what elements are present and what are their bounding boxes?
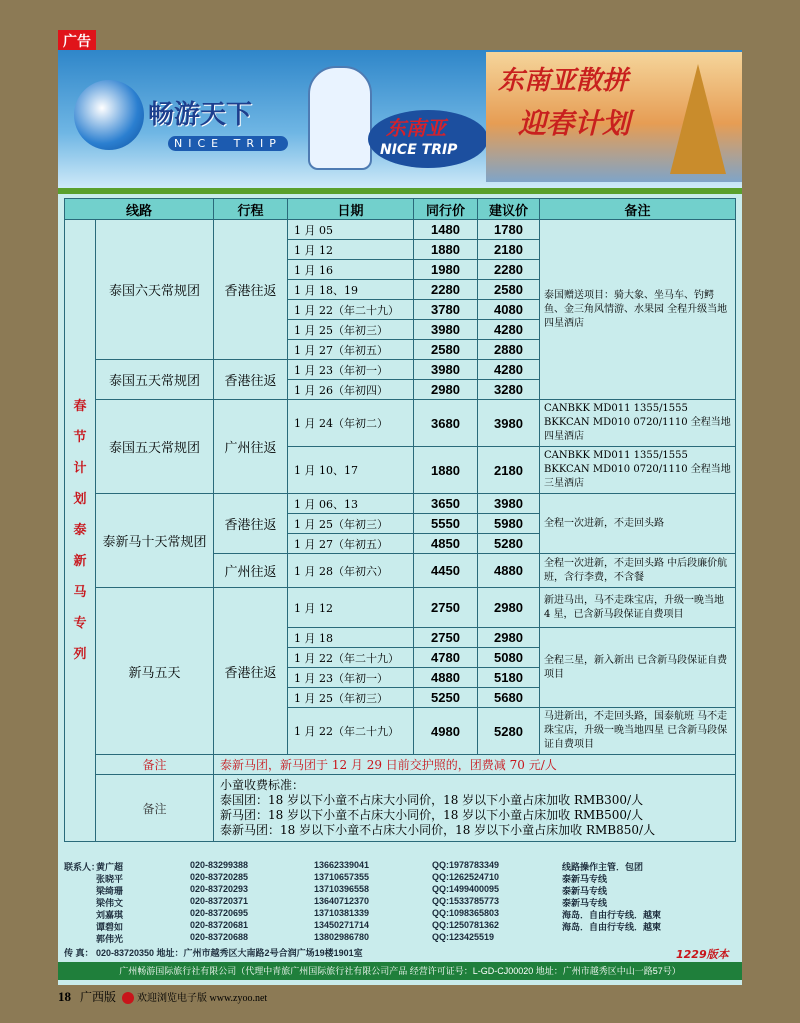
sugg-price: 5180 [478, 668, 540, 688]
price-table [64, 198, 736, 842]
date-cell: 1 月 24（年初二） [288, 400, 414, 447]
publication: 广西版 [80, 990, 117, 1004]
sugg-price: 2280 [478, 260, 540, 280]
contact-field: 13710396558 [314, 884, 370, 894]
sugg-price: 2980 [478, 588, 540, 628]
date-cell: 1 月 12 [288, 240, 414, 260]
sugg-price: 1780 [478, 220, 540, 240]
col-route: 线路 [65, 199, 214, 220]
contact-label: 联系人： [64, 862, 101, 872]
col-itin: 行程 [214, 199, 288, 220]
sugg-price: 4880 [478, 554, 540, 588]
peer-price: 4880 [414, 668, 478, 688]
date-cell: 1 月 22（年二十九） [288, 708, 414, 755]
contact-field: QQ:1533785773 [432, 896, 500, 906]
contact-field: 海岛．自由行专线．越柬 [562, 910, 662, 920]
contact-field: 13710381339 [314, 908, 370, 918]
date-cell: 1 月 18、19 [288, 280, 414, 300]
fax-address: 传 真： 020-83720350 地址：广州市越秀区大南路2号合润广场19楼1901室 [64, 948, 363, 958]
contact-field: 020-83720293 [190, 884, 249, 894]
contact-field: QQ:1499400095 [432, 884, 500, 894]
peer-price: 4450 [414, 554, 478, 588]
table-row [65, 588, 736, 628]
contact-field: 020-83720285 [190, 872, 249, 882]
version-label: 1229版本 [676, 948, 729, 961]
contact-field: 梁绮珊 [96, 886, 124, 896]
contact-field: 020-83720681 [190, 920, 249, 930]
itin-cell: 香港往返 [214, 494, 288, 554]
date-cell: 1 月 22（年二十九） [288, 648, 414, 668]
sugg-price: 2880 [478, 340, 540, 360]
peer-price: 3780 [414, 300, 478, 320]
sugg-price: 5680 [478, 688, 540, 708]
itin-cell: 香港往返 [214, 220, 288, 360]
contact-field: 泰新马专线 [562, 874, 608, 884]
note-cell: 泰国赠送项目：骑大象、坐马车、钓鳄鱼、金三角风情游、水果园 全程升级当地四星酒店 [540, 220, 736, 400]
peer-price: 4780 [414, 648, 478, 668]
contact-field: 线路操作主管．包团 [562, 862, 644, 872]
col-sugg: 建议价 [478, 199, 540, 220]
ad-tag: 广告 [58, 30, 96, 52]
sugg-price: 5280 [478, 534, 540, 554]
page-number: 18 [58, 989, 71, 1004]
contact-field: QQ:1262524710 [432, 872, 500, 882]
route-cell: 新马五天 [96, 588, 214, 755]
sugg-price: 3280 [478, 380, 540, 400]
peer-price: 3650 [414, 494, 478, 514]
contact-field: 海岛．自由行专线．越柬 [562, 922, 662, 932]
sugg-price: 2580 [478, 280, 540, 300]
sugg-price: 2180 [478, 240, 540, 260]
note-cell: CANBKK MD011 1355/1555 BKKCAN MD010 0720/1110 全程当地三星酒店 [540, 447, 736, 494]
brand-sub: NICE TRIP [168, 136, 288, 151]
contact-field: 020-83720695 [190, 908, 249, 918]
contact-field: 黄广超 [96, 862, 124, 872]
sugg-price: 5280 [478, 708, 540, 755]
contact-field: 谭碧如 [96, 922, 124, 932]
brand-name: 畅游天下 [148, 100, 253, 130]
col-peer: 同行价 [414, 199, 478, 220]
peer-price: 2980 [414, 380, 478, 400]
peer-price: 3680 [414, 400, 478, 447]
route-cell: 泰国五天常规团 [96, 360, 214, 400]
date-cell: 1 月 22（年二十九） [288, 300, 414, 320]
peer-price: 1980 [414, 260, 478, 280]
contact-field: 泰新马专线 [562, 898, 608, 908]
contact-field: QQ:1978783349 [432, 860, 500, 870]
col-note: 备注 [540, 199, 736, 220]
sugg-price: 4280 [478, 360, 540, 380]
footer-bar: 广州畅游国际旅行社有限公司（代理中青旅广州国际旅行社有限公司产品 经营许可证号：L-GD-CJ00020 地址：广州市越秀区中山一路57号） [58, 962, 742, 980]
contact-field: QQ:1250781362 [432, 920, 500, 930]
itin-cell: 香港往返 [214, 588, 288, 755]
note-cell: 全程一次进新，不走回头路 中后段廉价航班，含行李费，不含餐 [540, 554, 736, 588]
promo-line2: 迎春计划 [518, 107, 631, 140]
thumbs-up-icon [308, 66, 372, 170]
ad-sheet [58, 50, 742, 985]
remark-text: 泰新马团，新马团于 12 月 29 日前交护照的，团费减 70 元/人 [214, 755, 736, 775]
contact-field: QQ:1098365803 [432, 908, 500, 918]
date-cell: 1 月 23（年初一） [288, 668, 414, 688]
kids-row [65, 775, 736, 842]
sugg-price: 4280 [478, 320, 540, 340]
contact-field: 020-83720688 [190, 932, 249, 942]
peer-price: 2750 [414, 588, 478, 628]
date-cell: 1 月 25（年初三） [288, 688, 414, 708]
sugg-price: 5980 [478, 514, 540, 534]
note-cell: 全程三星，新入新出 已含新马段保证自费项目 [540, 628, 736, 708]
kids-fees: 小童收费标准： 泰国团：18 岁以下小童不占床大小同价，18 岁以下小童占床加收 RMB300/人 新马团：18 岁以下小童不占床大小同价，18 岁以下小童占床加收 RMB500/人 泰新马团：18 岁以下小童不占床大小同价，18 岁以下小童占床加收 RMB850/人 [214, 775, 736, 842]
contact-field: 13662339041 [314, 860, 370, 870]
contact-field: 刘嘉琪 [96, 910, 124, 920]
badge-sub: NICE TRIP [380, 142, 458, 158]
contact-field: 郭伟光 [96, 934, 124, 944]
peer-price: 2280 [414, 280, 478, 300]
peer-price: 1880 [414, 447, 478, 494]
divider [58, 188, 742, 194]
itin-cell: 广州往返 [214, 400, 288, 494]
sugg-price: 2980 [478, 628, 540, 648]
peer-price: 1880 [414, 240, 478, 260]
date-cell: 1 月 12 [288, 588, 414, 628]
logo-icon [122, 992, 134, 1004]
promo-line1: 东南亚散拼 [498, 66, 629, 96]
peer-price: 1480 [414, 220, 478, 240]
sugg-price: 3980 [478, 494, 540, 514]
date-cell: 1 月 18 [288, 628, 414, 648]
peer-price: 4850 [414, 534, 478, 554]
note-cell: 全程一次进新，不走回头路 [540, 494, 736, 554]
sugg-price: 2180 [478, 447, 540, 494]
note-cell: CANBKK MD011 1355/1555 BKKCAN MD010 0720/1110 全程当地四星酒店 [540, 400, 736, 447]
contact-field: 020-83720371 [190, 896, 249, 906]
remark-row [65, 755, 736, 775]
date-cell: 1 月 28（年初六） [288, 554, 414, 588]
pagoda-icon [670, 64, 726, 174]
website: 欢迎浏览电子版 www.zyoo.net [137, 993, 268, 1004]
contact-field: 13640712370 [314, 896, 370, 906]
contact-field: 13450271714 [314, 920, 370, 930]
remark-label: 备注 [96, 755, 214, 775]
contact-field: QQ:123425519 [432, 932, 495, 942]
date-cell: 1 月 16 [288, 260, 414, 280]
contact-field: 13710657355 [314, 872, 370, 882]
route-cell: 泰国五天常规团 [96, 400, 214, 494]
date-cell: 1 月 27（年初五） [288, 534, 414, 554]
peer-price: 4980 [414, 708, 478, 755]
table-row [65, 494, 736, 514]
peer-price: 5250 [414, 688, 478, 708]
sugg-price: 5080 [478, 648, 540, 668]
table-header [65, 199, 736, 220]
sugg-price: 3980 [478, 400, 540, 447]
peer-price: 2750 [414, 628, 478, 648]
peer-price: 2580 [414, 340, 478, 360]
peer-price: 5550 [414, 514, 478, 534]
note-cell: 新进马出，马不走珠宝店，升级一晚当地 4 星，已含新马段保证自费项目 [540, 588, 736, 628]
contact-field: 泰新马专线 [562, 886, 608, 896]
peer-price: 3980 [414, 320, 478, 340]
side-label: 春 节 计 划 泰 新 马 专 列 [65, 220, 96, 842]
route-cell: 泰国六天常规团 [96, 220, 214, 360]
date-cell: 1 月 10、17 [288, 447, 414, 494]
banner [58, 50, 742, 188]
sugg-price: 4080 [478, 300, 540, 320]
itin-cell: 香港往返 [214, 360, 288, 400]
contact-field: 梁伟文 [96, 898, 124, 908]
page-footer [58, 988, 267, 1005]
brand-logo-icon [74, 80, 144, 150]
contact-field: 张晓平 [96, 874, 124, 884]
route-cell: 泰新马十天常规团 [96, 494, 214, 588]
date-cell: 1 月 23（年初一） [288, 360, 414, 380]
peer-price: 3980 [414, 360, 478, 380]
table-row [65, 220, 736, 240]
date-cell: 1 月 06、13 [288, 494, 414, 514]
badge-title: 东南亚 [386, 116, 446, 140]
date-cell: 1 月 27（年初五） [288, 340, 414, 360]
table-row [65, 400, 736, 447]
date-cell: 1 月 26（年初四） [288, 380, 414, 400]
contact-field: 13802986780 [314, 932, 370, 942]
date-cell: 1 月 25（年初三） [288, 514, 414, 534]
date-cell: 1 月 05 [288, 220, 414, 240]
itin-cell: 广州往返 [214, 554, 288, 588]
col-date: 日期 [288, 199, 414, 220]
contact-field: 020-83299388 [190, 860, 249, 870]
remark-label: 备注 [96, 775, 214, 842]
date-cell: 1 月 25（年初三） [288, 320, 414, 340]
note-cell: 马进新出，不走回头路，国泰航班 马不走珠宝店，升级一晚当地四星 已含新马段保证自费项目 [540, 708, 736, 755]
